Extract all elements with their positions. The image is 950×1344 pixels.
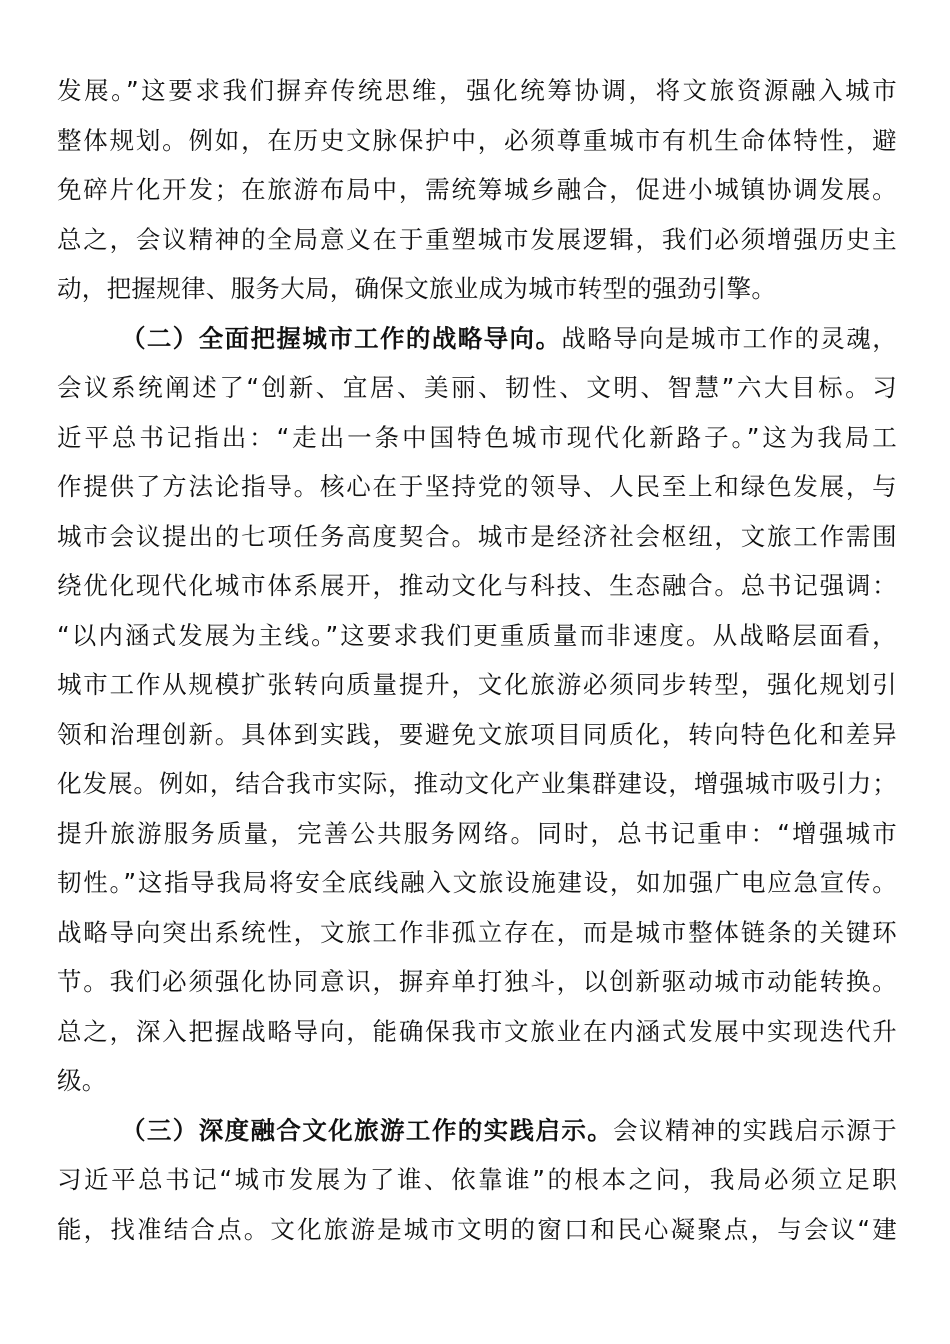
- section-heading: （二）全面把握城市工作的战略导向。: [121, 323, 562, 353]
- text-line: 近平总书记指出：“走出一条中国特色城市现代化新路子。”这为我局工: [57, 422, 897, 452]
- text-line: 提升旅游服务质量，完善公共服务网络。同时，总书记重申：“增强城市: [57, 818, 897, 848]
- document-page: [57, 66, 897, 1254]
- section-strategic-orientation: [57, 314, 897, 1106]
- text-line: 城市会议提出的七项任务高度契合。城市是经济社会枢纽，文旅工作需围: [57, 521, 897, 551]
- text-line: 会议系统阐述了“创新、宜居、美丽、韧性、文明、智慧”六大目标。习: [57, 373, 897, 402]
- text-line: 发展。”这要求我们摒弃传统思维，强化统筹协调，将文旅资源融入城市: [57, 76, 897, 105]
- text-line: 能，找准结合点。文化旅游是城市文明的窗口和民心凝聚点，与会议“建: [57, 1214, 897, 1244]
- text-line: 领和治理创新。具体到实践，要避免文旅项目同质化，转向特色化和差异: [57, 719, 897, 749]
- text-line: 韧性。”这指导我局将安全底线融入文旅设施建设，如加强广电应急宣传。: [57, 868, 897, 897]
- text-line: 级。: [57, 1066, 107, 1095]
- text-line: 城市工作从规模扩张转向质量提升，文化旅游必须同步转型，强化规划引: [57, 670, 897, 699]
- text-line: 整体规划。例如，在历史文脉保护中，必须尊重城市有机生命体特性，避: [57, 125, 897, 155]
- paragraph-conclusion: [57, 66, 897, 314]
- text-line: 化发展。例如，结合我市实际，推动文化产业集群建设，增强城市吸引力；: [57, 769, 897, 798]
- text-line: 总之，会议精神的全局意义在于重塑城市发展逻辑，我们必须增强历史主: [57, 224, 897, 254]
- text-line: 绕优化现代化城市体系展开，推动文化与科技、生态融合。总书记强调：: [57, 571, 897, 600]
- section-first-line-text: 战略导向是城市工作的灵魂，: [561, 323, 897, 353]
- text-line: 节。我们必须强化协同意识，摒弃单打独斗，以创新驱动城市动能转换。: [57, 967, 897, 996]
- section-heading: （三）深度融合文化旅游工作的实践启示。: [121, 1115, 614, 1145]
- text-line: 免碎片化开发；在旅游布局中，需统筹城乡融合，促进小城镇协调发展。: [57, 175, 897, 204]
- text-line: 战略导向突出系统性，文旅工作非孤立存在，而是城市整体链条的关键环: [57, 917, 897, 947]
- text-line: “以内涵式发展为主线。”这要求我们更重质量而非速度。从战略层面看，: [57, 620, 897, 650]
- section-first-line: [57, 1106, 897, 1156]
- section-first-line: [57, 314, 897, 364]
- section-first-line-text: 会议精神的实践启示源于: [613, 1115, 897, 1145]
- text-line: 习近平总书记“城市发展为了谁、依靠谁”的根本之问，我局必须立足职: [57, 1165, 897, 1194]
- text-line: 总之，深入把握战略导向，能确保我市文旅业在内涵式发展中实现迭代升: [57, 1016, 897, 1046]
- text-line: 作提供了方法论指导。核心在于坚持党的领导、人民至上和绿色发展，与: [57, 472, 897, 501]
- text-line: 动，把握规律、服务大局，确保文旅业成为城市转型的强劲引擎。: [57, 274, 777, 303]
- section-practical-insights: [57, 1106, 897, 1255]
